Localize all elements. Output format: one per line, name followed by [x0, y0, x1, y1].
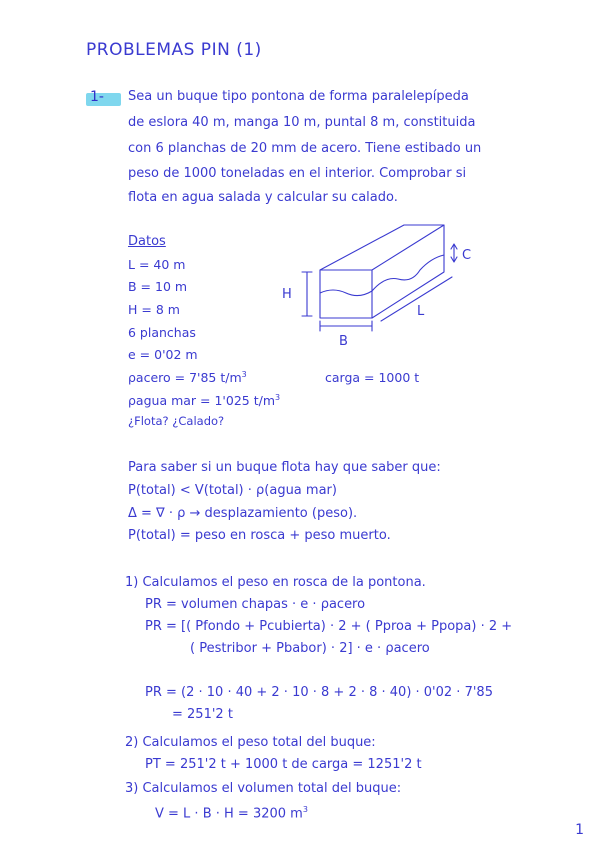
- step3-line-1: [155, 805, 308, 821]
- step1-line-1: PR = volumen chapas · e · ρacero: [145, 597, 366, 612]
- step1-line-2: PR = [( Pfondo + Pcubierta) · 2 + ( Pproa + Ppopa) · 2 +: [145, 619, 513, 634]
- step1-title: 1) Calculamos el peso en rosca de la pontona.: [125, 575, 426, 590]
- statement-line-4: peso de 1000 toneladas en el interior. Comprobar si: [128, 166, 467, 181]
- theory-line-3: Δ = ∇ · ρ → desplazamiento (peso).: [128, 506, 358, 521]
- datos-pregunta: ¿Flota? ¿Calado?: [128, 414, 225, 428]
- theory-line-2: P(total) < V(total) · ρ(agua mar): [128, 483, 337, 498]
- label-h: H: [282, 287, 292, 302]
- statement-line-2: de eslora 40 m, manga 10 m, puntal 8 m, constituida: [128, 115, 476, 130]
- page-number: 1: [575, 822, 584, 838]
- water-line-front: [320, 290, 372, 296]
- statement-line-1: Sea un buque tipo pontona de forma paralelepípeda: [128, 89, 469, 104]
- datos-heading: Datos: [128, 234, 166, 249]
- theory-line-4: P(total) = peso en rosca + peso muerto.: [128, 528, 391, 543]
- step1-result: = 251'2 t: [172, 707, 233, 722]
- datos-espesor: e = 0'02 m: [128, 347, 198, 362]
- datos-puntal: H = 8 m: [128, 302, 180, 317]
- step2-line-1: PT = 251'2 t + 1000 t de carga = 1251'2 t: [145, 757, 422, 772]
- statement-line-5: flota en agua salada y calcular su calado.: [128, 190, 398, 205]
- statement-line-3: con 6 planchas de 20 mm de acero. Tiene estibado un: [128, 141, 482, 156]
- step1-line-4: PR = (2 · 10 · 40 + 2 · 10 · 8 + 2 · 8 · 40) · 0'02 · 7'85: [145, 685, 493, 700]
- exp-acero: 3: [241, 370, 247, 379]
- step2-title: 2) Calculamos el peso total del buque:: [125, 735, 376, 750]
- datos-carga: carga = 1000 t: [325, 370, 420, 385]
- label-c: C: [462, 248, 472, 263]
- datos-densidad-acero-text: ρacero = 7'85 t/m: [128, 370, 242, 386]
- step3-exp: 3: [302, 805, 308, 814]
- datos-planchas: 6 planchas: [128, 325, 196, 340]
- step3-title: 3) Calculamos el volumen total del buque:: [125, 781, 402, 796]
- datos-manga: B = 10 m: [128, 279, 188, 294]
- theory-line-1: Para saber si un buque flota hay que saber que:: [128, 460, 441, 475]
- step1-line-3: ( Pestribor + Pbabor) · 2] · e · ρacero: [190, 641, 430, 656]
- water-line-side: [372, 255, 444, 291]
- datos-eslora: L = 40 m: [128, 257, 186, 272]
- problem-number: 1-: [90, 89, 104, 105]
- step3-volume: V = L · B · H = 3200 m: [155, 806, 303, 822]
- label-l: L: [417, 304, 425, 319]
- box-top-face: [320, 225, 444, 270]
- page-title: PROBLEMAS PIN (1): [86, 40, 262, 60]
- exp-agua: 3: [275, 393, 281, 402]
- datos-densidad-agua-text: ρagua mar = 1'025 t/m: [128, 393, 275, 409]
- label-b: B: [339, 334, 348, 349]
